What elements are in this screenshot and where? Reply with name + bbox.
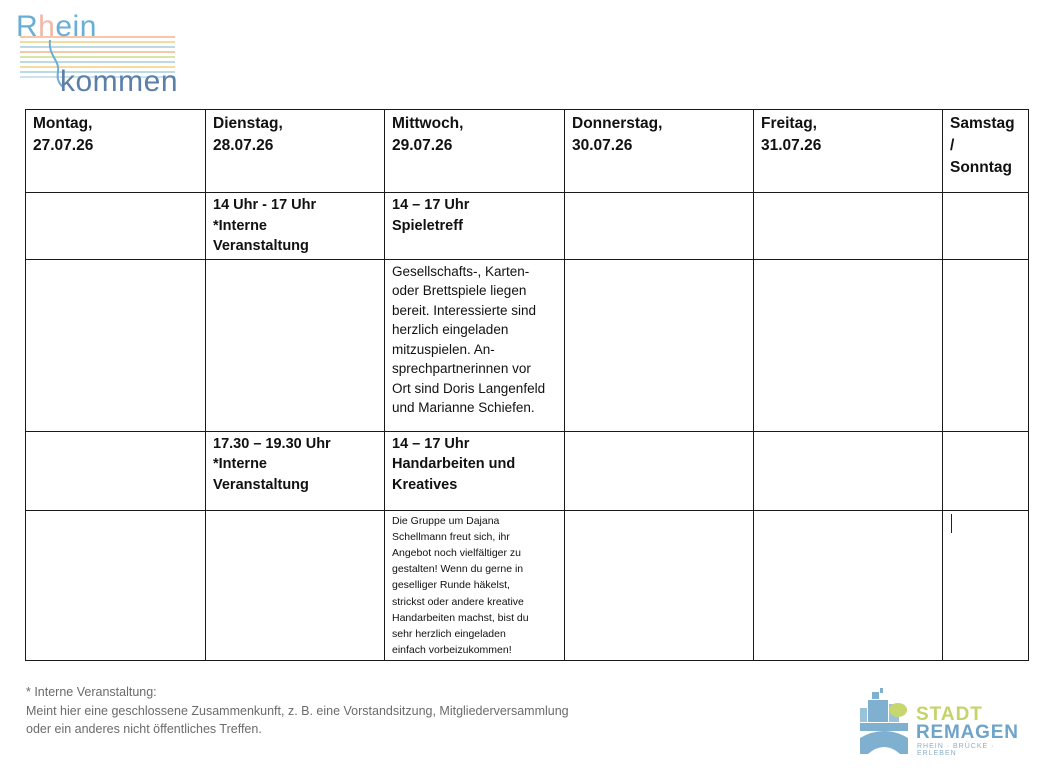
cell-empty [754,193,943,260]
cell-empty [565,431,754,510]
footnote-text-line: oder ein anderes nicht öffentliches Treffen. [26,722,262,736]
logo-tagline-text: RHEIN · BRÜCKE · ERLEBEN [917,743,995,757]
day-header-tuesday: Dienstag, 28.07.26 [206,110,385,193]
logo-rhein-text: Rhein [16,10,97,43]
wednesday-event-2-description: Die Gruppe um Dajana Schellmann freut sich, ihr Angebot noch vielfältiger zu gestalten! Wenn du gerne in geselliger Runde häkelst, strickst oder andere kreative Handarbeiten machst, bist du sehr herzlich eingeladen einfach vorbeizukommen! [385,510,565,661]
logo-stadt-text: STADT [916,704,983,725]
cell-empty [565,259,754,431]
day-header-weekend: Samstag / Sonntag [943,110,1029,193]
cell-empty [206,510,385,661]
logo-kommen-text: kommen [60,65,179,98]
wednesday-event-1-heading: 14 – 17 Uhr Spieletreff [385,193,565,260]
cell-empty [754,431,943,510]
table-row [26,193,1029,260]
weekly-schedule-table [25,109,1029,661]
day-header-thursday: Donnerstag, 30.07.26 [565,110,754,193]
tuesday-event-2: 17.30 – 19.30 Uhr *Interne Veranstaltung [206,431,385,510]
wednesday-event-2-heading: 14 – 17 Uhr Handarbeiten und Kreatives [385,431,565,510]
stadt-remagen-logo [858,688,1018,758]
table-row [26,259,1029,431]
cell-empty [26,193,206,260]
footnote [26,683,569,739]
footnote-title: * Interne Veranstaltung: [26,685,157,699]
footnote-text-line: Meint hier eine geschlossene Zusammenkunft, z. B. eine Vorstandsitzung, Mitgliederversammlung [26,703,569,718]
cell-empty [565,510,754,661]
rheinkommen-logo [16,10,178,102]
table-header-row [26,110,1029,193]
cell-empty [26,259,206,431]
logo-remagen-text: REMAGEN [916,722,1019,743]
cell-empty [26,510,206,661]
remagen-tower-icon [858,688,914,756]
day-header-wednesday: Mittwoch, 29.07.26 [385,110,565,193]
cell-editable[interactable] [943,510,1029,661]
cell-empty [565,193,754,260]
table-row [26,431,1029,510]
text-cursor [951,514,952,533]
wednesday-event-1-description: Gesellschafts-, Karten- oder Brettspiele liegen bereit. Interessierte sind herzlich eingeladen mitzuspielen. An- sprechpartnerinnen vor Ort sind Doris Langenfeld und Marianne Schiefen. [385,259,565,431]
cell-empty [206,259,385,431]
cell-empty [943,259,1029,431]
day-header-monday: Montag, 27.07.26 [26,110,206,193]
cell-empty [754,510,943,661]
tuesday-event-1: 14 Uhr - 17 Uhr *Interne Veranstaltung [206,193,385,260]
cell-empty [943,193,1029,260]
cell-empty [943,431,1029,510]
table-row [26,510,1029,661]
day-header-friday: Freitag, 31.07.26 [754,110,943,193]
cell-empty [26,431,206,510]
cell-empty [754,259,943,431]
